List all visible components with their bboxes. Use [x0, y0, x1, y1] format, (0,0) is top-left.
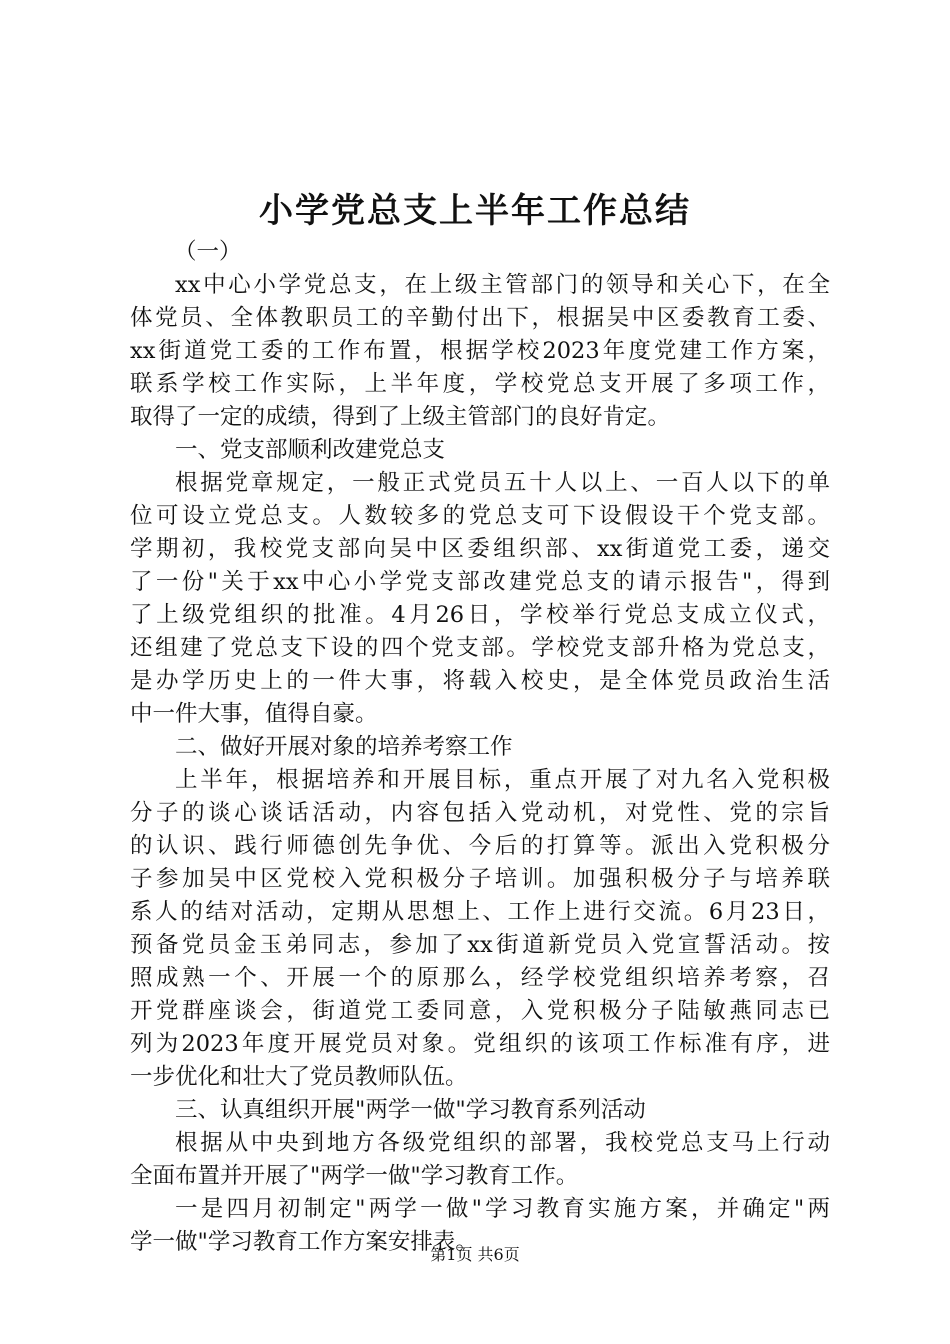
section-heading: 一、党支部顺利改建党总支: [175, 437, 446, 463]
paragraph-line: xx街道党工委的工作布置，根据学校2023年度党建工作方案，: [130, 338, 830, 364]
section-heading: 二、做好开展对象的培养考察工作: [175, 734, 513, 760]
paragraph-line: xx中心小学党总支，在上级主管部门的领导和关心下，在全: [175, 272, 830, 298]
paragraph-line: 全面布置并开展了"两学一做"学习教育工作。: [130, 1163, 579, 1189]
paragraph-line: 一步优化和壮大了党员教师队伍。: [130, 1064, 468, 1090]
page-number-footer: 第1页 共6页: [430, 1245, 520, 1264]
paragraph-line: 上半年，根据培养和开展目标，重点开展了对九名入党积极: [175, 767, 830, 793]
paragraph-line: 根据从中央到地方各级党组织的部署，我校党总支马上行动: [175, 1130, 830, 1156]
paragraph-line: 联系学校工作实际，上半年度，学校党总支开展了多项工作，: [130, 371, 830, 397]
document-title: 小学党总支上半年工作总结: [259, 191, 691, 231]
paragraph-line: 了一份"关于xx中心小学党支部改建党总支的请示报告"，得到: [130, 569, 830, 595]
paragraph-line: 是办学历史上的一件大事，将载入校史，是全体党员政治生活: [130, 668, 830, 694]
paragraph-line: 系人的结对活动，定期从思想上、工作上进行交流。6月23日，: [130, 899, 830, 925]
paragraph-line: 照成熟一个、开展一个的原那么，经学校党组织培养考察，召: [130, 965, 830, 991]
paragraph-line: 开党群座谈会，街道党工委同意，入党积极分子陆敏燕同志已: [130, 998, 830, 1024]
paragraph-line: 体党员、全体教职员工的辛勤付出下，根据吴中区委教育工委、: [130, 305, 830, 331]
paragraph-line: 位可设立党总支。人数较多的党总支可下设假设干个党支部。: [130, 503, 830, 529]
section-marker: （一）: [174, 239, 242, 265]
paragraph-line: 一是四月初制定"两学一做"学习教育实施方案，并确定"两: [175, 1196, 830, 1222]
paragraph-line: 还组建了党总支下设的四个党支部。学校党支部升格为党总支，: [130, 635, 830, 661]
paragraph-line: 子参加吴中区党校入党积极分子培训。加强积极分子与培养联: [130, 866, 830, 892]
section-heading: 三、认真组织开展"两学一做"学习教育系列活动: [175, 1097, 646, 1123]
paragraph-line: 学一做"学习教育工作方案安排表。: [130, 1229, 478, 1255]
paragraph-line: 中一件大事，值得自豪。: [130, 701, 378, 727]
paragraph-line: 了上级党组织的批准。4月26日，学校举行党总支成立仪式，: [130, 602, 830, 628]
paragraph-line: 学期初，我校党支部向吴中区委组织部、xx街道党工委，递交: [130, 536, 830, 562]
paragraph-line: 分子的谈心谈话活动，内容包括入党动机，对党性、党的宗旨: [130, 800, 830, 826]
document-body: [130, 236, 830, 1259]
paragraph-line: 预备党员金玉弟同志，参加了xx街道新党员入党宣誓活动。按: [130, 932, 830, 958]
paragraph-line: 列为2023年度开展党员对象。党组织的该项工作标准有序，进: [130, 1031, 830, 1057]
paragraph-line: 的认识、践行师德创先争优、今后的打算等。派出入党积极分: [130, 833, 830, 859]
paragraph-line: 取得了一定的成绩，得到了上级主管部门的良好肯定。: [130, 404, 671, 430]
paragraph-line: 根据党章规定，一般正式党员五十人以上、一百人以下的单: [175, 470, 830, 496]
